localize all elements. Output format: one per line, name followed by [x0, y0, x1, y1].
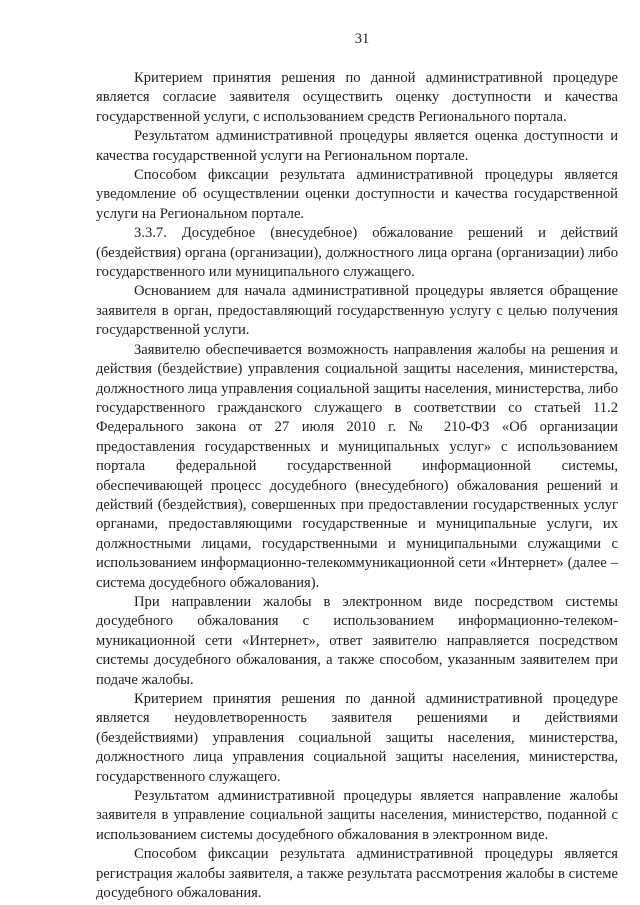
- paragraph: Заявителю обеспечивается возможность направления жалобы на решения и действия (бездействие) управления социальной защиты населения, министерства, должностного лица управления социальной защиты населения, министерства, либо государственного гражданского служащего в соответствии со статьей 11.2 Федерального закона от 27 июля 2010 г. № 210-ФЗ «Об организации предоставления государственных и муниципальных услуг» с использованием портала федеральной государственной информационной системы, обеспечивающей процесс досудебного (внесудебного) обжалования решений и действий (бездействия), совершенных при предоставлении государственных услуг органами, предоставляющими государственные и муниципальные услуги, их должностными лицами, государственными и муниципальными служащими с использованием информационно-телекоммуникационной сети «Интернет» (далее – система досудебного обжалования).: [96, 341, 618, 591]
- paragraph: Способом фиксации результата административной процедуры является уведомление об осуществлении оценки доступности и качества государственной услуги на Региональном портале.: [96, 167, 618, 222]
- page-number: 31: [354, 31, 370, 47]
- paragraph: При направлении жалобы в электронном виде посредством системы досудебного обжалования с использованием информационно-телекоммуникационной сети «Интернет», ответ заявителю направляется посредством системы досудебного обжалования, а также способом, указанным заявителем при подаче жалобы.: [96, 593, 618, 688]
- paragraph: Способом фиксации результата административной процедуры является регистрация жалобы заявителя, а также результата рассмотрения жалобы в системе досудебного обжалования.: [96, 846, 618, 902]
- paragraph: Основанием для начала административной процедуры является обращение заявителя в орган, предоставляющий государственную услугу с целью получения государственной услуги.: [96, 283, 618, 339]
- paragraph: Критерием принятия решения по данной административной процедуре является согласие заявителя осуществить оценку доступности и качества государственной услуги, с использованием средств Регионального портала.: [96, 70, 618, 125]
- paragraph: Результатом административной процедуры является оценка доступности и качества государственной услуги на Региональном портале.: [96, 128, 618, 164]
- paragraph: Критерием принятия решения по данной административной процедуре является неудовлетворенность заявителя решениями и действиями (бездействиями) управления социальной защиты населения, министерства, должностного лица управления социальной защиты населения, министерства, государственного служащего.: [96, 691, 618, 785]
- paragraph: Результатом административной процедуры является направление жалобы заявителя в управление социальной защиты населения, министерство, поданной с использованием системы досудебного обжалования в электронном виде.: [96, 788, 618, 843]
- section-heading-paragraph: 3.3.7. Досудебное (внесудебное) обжалование решений и действий (бездействия) органа (организации), должностного лица органа (организации) либо государственного или муниципального служащего.: [96, 225, 618, 281]
